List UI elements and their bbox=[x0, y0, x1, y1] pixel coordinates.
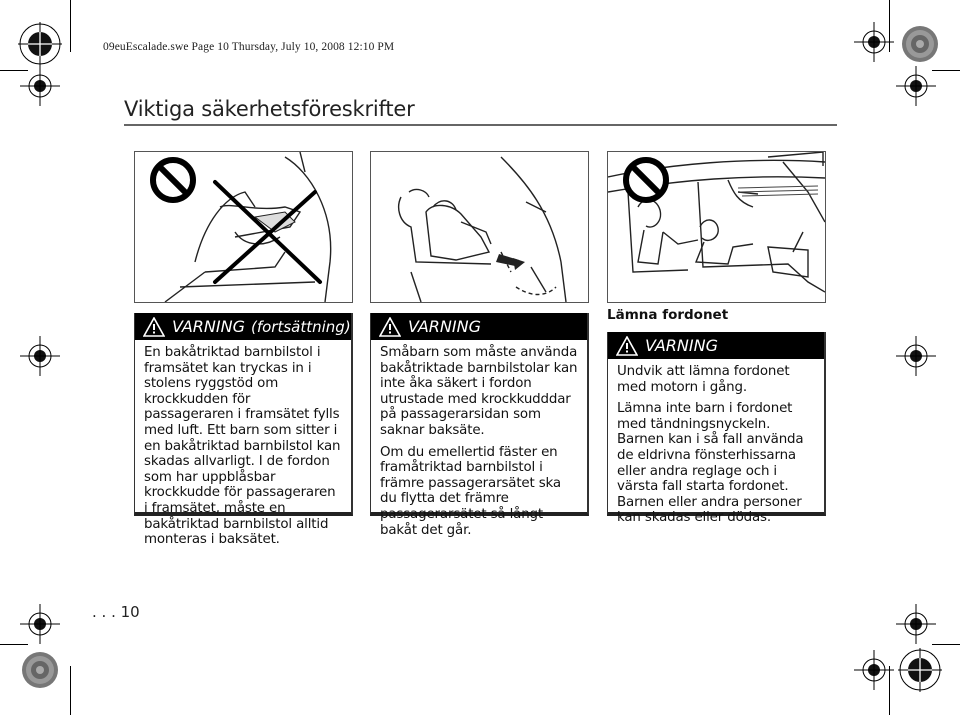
section-title: Lämna fordonet bbox=[607, 307, 729, 323]
warning-body bbox=[135, 340, 351, 554]
illustration-children-in-car-prohibited bbox=[607, 151, 826, 303]
warning-label: VARNING bbox=[645, 336, 718, 355]
registration-mark-icon bbox=[898, 648, 942, 692]
prohibition-icon bbox=[622, 156, 670, 204]
warning-box-rear-facing-seat bbox=[134, 313, 353, 548]
warning-paragraph: Småbarn som måste använda bakåtriktade barnbilstolar kan inte åka säkert i fordon utrustade med krockkudddar på passagerarsidan som saknar baksäte. bbox=[380, 345, 578, 438]
warning-box-leaving-vehicle bbox=[607, 332, 826, 526]
crop-mark bbox=[932, 644, 960, 645]
registration-mark-icon bbox=[896, 336, 936, 376]
warning-body bbox=[608, 359, 824, 532]
warning-paragraph: Om du emellertid fäster en framåtriktad barnbilstol i främre passagerarsätet ska du flytta det främre passagerarsätet så långt bakåt det går. bbox=[380, 444, 561, 538]
page-number: . . . 10 bbox=[92, 603, 140, 621]
warning-heading bbox=[608, 332, 824, 359]
warning-label: VARNING bbox=[408, 317, 481, 336]
registration-mark-icon bbox=[896, 66, 936, 106]
illustration-rear-facing-seat-prohibited bbox=[134, 151, 353, 303]
warning-label: VARNING bbox=[172, 317, 245, 336]
prohibition-icon bbox=[149, 156, 197, 204]
warning-triangle-icon bbox=[143, 317, 165, 337]
registration-mark-icon bbox=[20, 336, 60, 376]
illustration-forward-facing-seat bbox=[370, 151, 589, 303]
warning-heading bbox=[371, 313, 587, 340]
warning-paragraph: En bakåtriktad barnbilstol i framsätet kan tryckas in i stolens ryggstöd om krockkudden för passageraren i framsätet fylls med luft. Ett barn som sitter i en bakåtriktad barnbilstol kan skadas allvarligt. I de fordon som har uppblåsbar krockkudde för passageraren i framsätet, måste en bakåtriktad barnbilstol alltid monteras i baksätet. bbox=[144, 345, 341, 548]
warning-triangle-icon bbox=[379, 317, 401, 337]
registration-mark-icon bbox=[896, 604, 936, 644]
registration-mark-icon bbox=[18, 22, 62, 66]
registration-mark-icon bbox=[854, 650, 894, 690]
warning-box-forward-facing-seat bbox=[370, 313, 589, 538]
crop-mark bbox=[70, 0, 71, 52]
crop-mark bbox=[932, 70, 960, 71]
registration-mark-icon bbox=[20, 66, 60, 106]
warning-triangle-icon bbox=[616, 336, 638, 356]
warning-heading bbox=[135, 313, 351, 340]
warning-paragraph: Lämna inte barn i fordonet med tändningsnyckeln. Barnen kan i så fall använda de eldrivna fönsterhissarna eller andra reglage och i värsta fall starta fordonet. Barnen eller andra personer kan skadas eller dödas. bbox=[617, 401, 804, 526]
title-rule bbox=[124, 124, 837, 126]
warning-paragraph: Undvik att lämna fordonet med motorn i gång. bbox=[617, 364, 790, 395]
crop-mark bbox=[0, 644, 28, 645]
warning-body bbox=[371, 340, 587, 544]
color-target-icon bbox=[898, 22, 942, 66]
registration-mark-icon bbox=[20, 604, 60, 644]
warning-label-suffix: (fortsättning) bbox=[250, 317, 351, 336]
page-title: Viktiga säkerhetsföreskrifter bbox=[124, 97, 415, 121]
crop-mark bbox=[70, 666, 71, 715]
registration-mark-icon bbox=[854, 22, 894, 62]
color-target-icon bbox=[18, 648, 62, 692]
slug-line: 09euEscalade.swe Page 10 Thursday, July 10, 2008 12:10 PM bbox=[103, 41, 395, 53]
